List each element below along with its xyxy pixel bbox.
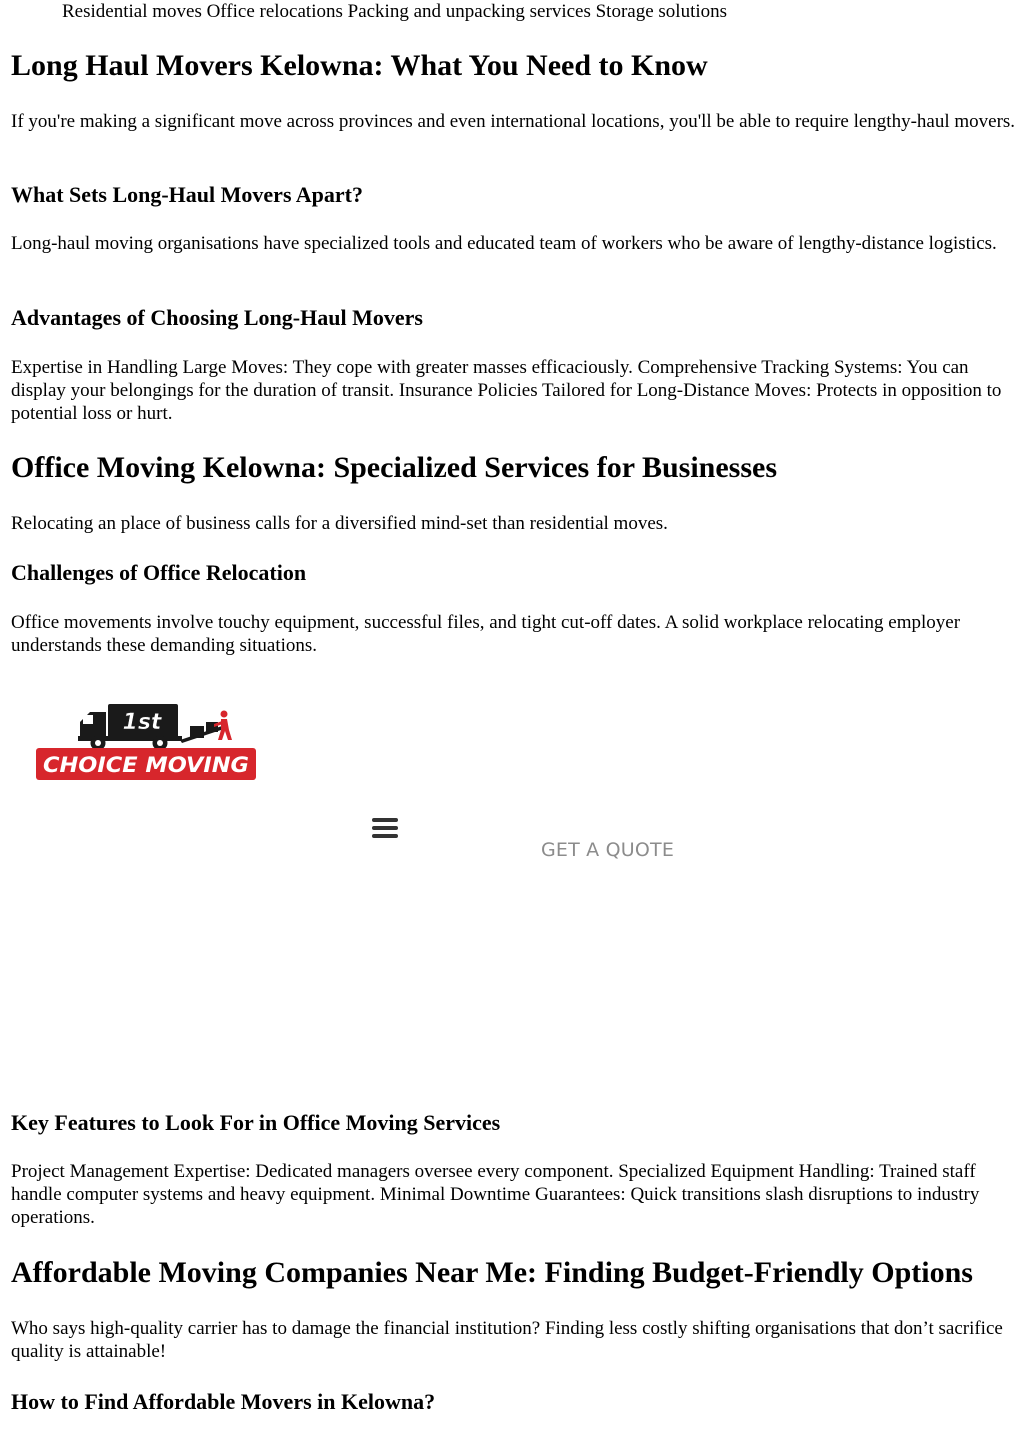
paragraph-key-features: Project Management Expertise: Dedicated managers oversee every component. Specialized Equipment Handling: Trained staff handle computer systems and heavy equipment. Minimal Downtime Guarantees: Quick transitions slash disruptions to industry operations. — [11, 1161, 980, 1228]
paragraph-affordable: Who says high-quality carrier has to damage the financial institution? Finding less costly shifting organisations that don’t sacrifice quality is attainable! — [11, 1318, 1003, 1362]
heading-challenges: Challenges of Office Relocation — [11, 560, 307, 585]
hamburger-menu-icon[interactable] — [372, 818, 398, 838]
menu-bar-middle — [372, 826, 398, 830]
logo-bottom-text: CHOICE MOVING — [43, 753, 249, 777]
heading-what-sets-apart: What Sets Long-Haul Movers Apart? — [11, 182, 363, 207]
paragraph-long-haul-intro: If you're making a significant move across provinces and even international locations, you'll be able to require lengthy-haul movers. — [11, 111, 1016, 132]
menu-bar-bottom — [372, 834, 398, 838]
heading-office-moving: Office Moving Kelowna: Specialized Services for Businesses — [11, 451, 778, 484]
paragraph-what-sets-apart: Long-haul moving organisations have specialized tools and educated team of workers who be aware of lengthy-distance logistics. — [11, 233, 997, 254]
heading-key-features: Key Features to Look For in Office Moving Services — [11, 1110, 501, 1135]
heading-affordable: Affordable Moving Companies Near Me: Finding Budget-Friendly Options — [11, 1256, 973, 1289]
top-nav-links[interactable]: Residential moves Office relocations Packing and unpacking services Storage solutions — [62, 1, 728, 22]
heading-advantages: Advantages of Choosing Long-Haul Movers — [11, 305, 423, 330]
logo-top-text: 1st — [122, 710, 162, 735]
menu-bar-top — [372, 818, 398, 822]
paragraph-advantages: Expertise in Handling Large Moves: They cope with greater masses efficaciously. Comprehensive Tracking Systems: You can display your belongings for the duration of transit. Insurance Policies Tailored for Long-Distance Moves: Protects in opposition to potential loss or hurt. — [11, 357, 1002, 424]
paragraph-office-intro: Relocating an place of business calls for a diversified mind-set than residential moves. — [11, 513, 668, 534]
heading-how-to-find: How to Find Affordable Movers in Kelowna? — [11, 1389, 436, 1414]
paragraph-challenges: Office movements involve touchy equipment, successful files, and tight cut-off dates. A solid workplace relocating employer understands these demanding situations. — [11, 612, 961, 656]
truck-logo-icon — [34, 700, 258, 782]
company-logo[interactable] — [34, 700, 258, 782]
heading-long-haul: Long Haul Movers Kelowna: What You Need to Know — [11, 49, 708, 82]
get-a-quote-button[interactable]: GET A QUOTE — [541, 839, 675, 861]
